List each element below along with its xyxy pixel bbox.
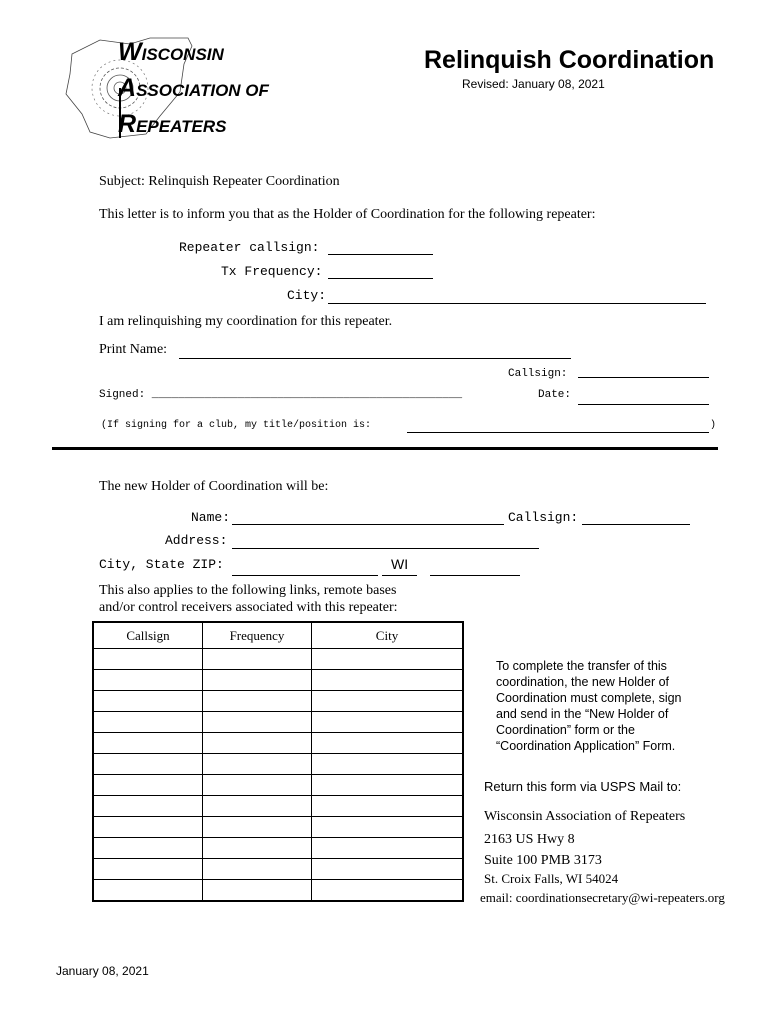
callsign-cell[interactable] (93, 754, 203, 775)
table-row (93, 838, 463, 859)
city-cell[interactable] (312, 670, 464, 691)
table-row (93, 796, 463, 817)
callsign-cell[interactable] (93, 691, 203, 712)
tx-frequency-field[interactable] (328, 278, 433, 279)
new-holder-callsign-label: Callsign: (508, 510, 579, 525)
address-suite: Suite 100 PMB 3173 (484, 853, 602, 868)
table-row (93, 670, 463, 691)
callsign-cell[interactable] (93, 649, 203, 670)
frequency-cell[interactable] (203, 754, 312, 775)
address-org: Wisconsin Association of Repeaters (484, 809, 686, 824)
frequency-cell[interactable] (203, 859, 312, 880)
logo-initial: R (118, 110, 137, 138)
city-field[interactable] (328, 303, 706, 304)
city-cell[interactable] (312, 859, 464, 880)
table-row (93, 817, 463, 838)
new-holder-state-field[interactable] (382, 575, 417, 576)
contact-email[interactable]: email: coordinationsecretary@wi-repeaters.org (480, 890, 725, 905)
instruction-line: Coordination must complete, sign (496, 691, 682, 705)
new-holder-city-state-zip-label: City, State ZIP: (99, 557, 224, 572)
city-cell[interactable] (312, 754, 464, 775)
address-city: St. Croix Falls, WI 54024 (484, 871, 619, 886)
frequency-cell[interactable] (203, 649, 312, 670)
club-title-close: ) (710, 420, 717, 431)
callsign-cell[interactable] (93, 733, 203, 754)
table-row (93, 775, 463, 796)
callsign-cell[interactable] (93, 817, 203, 838)
table-header-row (93, 622, 463, 649)
new-holder-state-value: WI (391, 556, 409, 572)
callsign-field[interactable] (578, 377, 709, 378)
address-street: 2163 US Hwy 8 (484, 832, 575, 847)
section-divider (52, 447, 718, 450)
table-row (93, 754, 463, 775)
instruction-line: and send in the “New Holder of (496, 707, 669, 721)
frequency-cell[interactable] (203, 712, 312, 733)
print-name-field[interactable] (179, 358, 571, 359)
new-holder-address-label: Address: (165, 533, 228, 548)
table-row (93, 712, 463, 733)
frequency-cell[interactable] (203, 796, 312, 817)
column-header-city: City (312, 622, 464, 649)
intro-text: This letter is to inform you that as the Holder of Coordination for the following repeater: (99, 207, 596, 222)
new-holder-name-field[interactable] (232, 524, 504, 525)
links-intro-line1: This also applies to the following links, remote bases (99, 583, 397, 598)
frequency-cell[interactable] (203, 733, 312, 754)
table-row (93, 649, 463, 670)
logo-word: SSOCIATION OF (136, 81, 269, 100)
city-cell[interactable] (312, 775, 464, 796)
column-header-frequency: Frequency (203, 622, 312, 649)
table-row (93, 733, 463, 754)
links-table (92, 621, 464, 902)
transfer-instructions (496, 658, 682, 754)
date-label: Date: (538, 389, 572, 401)
repeater-callsign-label: Repeater callsign: (179, 240, 320, 255)
subject-line: Subject: Relinquish Repeater Coordination (99, 174, 340, 189)
page-title: Relinquish Coordination (424, 46, 715, 74)
callsign-cell[interactable] (93, 670, 203, 691)
new-holder-name-label: Name: (191, 510, 231, 525)
callsign-cell[interactable] (93, 775, 203, 796)
table-row (93, 691, 463, 712)
club-title-field[interactable] (407, 432, 709, 433)
callsign-cell[interactable] (93, 880, 203, 902)
frequency-cell[interactable] (203, 817, 312, 838)
table-row (93, 880, 463, 902)
frequency-cell[interactable] (203, 670, 312, 691)
city-cell[interactable] (312, 649, 464, 670)
instruction-line: coordination, the new Holder of (496, 675, 670, 689)
column-header-callsign: Callsign (93, 622, 203, 649)
instruction-line: To complete the transfer of this (496, 659, 667, 673)
city-cell[interactable] (312, 838, 464, 859)
callsign-cell[interactable] (93, 838, 203, 859)
date-field[interactable] (578, 404, 709, 405)
logo-initial: A (118, 74, 137, 102)
instruction-line: “Coordination Application” Form. (496, 739, 676, 753)
frequency-cell[interactable] (203, 775, 312, 796)
city-cell[interactable] (312, 733, 464, 754)
tx-frequency-label: Tx Frequency: (221, 264, 323, 279)
frequency-cell[interactable] (203, 838, 312, 859)
city-cell[interactable] (312, 712, 464, 733)
logo-initial: W (118, 38, 142, 66)
revised-date: Revised: January 08, 2021 (462, 77, 605, 91)
frequency-cell[interactable] (203, 880, 312, 902)
new-holder-city-field[interactable] (232, 575, 378, 576)
instruction-line: Coordination” form or the (496, 723, 635, 737)
city-cell[interactable] (312, 796, 464, 817)
logo-word: EPEATERS (136, 117, 227, 136)
city-cell[interactable] (312, 880, 464, 902)
callsign-label: Callsign: (508, 368, 568, 380)
city-cell[interactable] (312, 691, 464, 712)
new-holder-heading: The new Holder of Coordination will be: (99, 479, 329, 494)
city-cell[interactable] (312, 817, 464, 838)
frequency-cell[interactable] (203, 691, 312, 712)
return-label: Return this form via USPS Mail to: (484, 779, 682, 794)
new-holder-zip-field[interactable] (430, 575, 520, 576)
links-intro-line2: and/or control receivers associated with this repeater: (99, 600, 398, 615)
new-holder-callsign-field[interactable] (582, 524, 690, 525)
table-row (93, 859, 463, 880)
links-table-body (93, 649, 463, 902)
footer-date: January 08, 2021 (56, 964, 149, 978)
city-label: City: (287, 288, 327, 303)
signed-label: Signed: _______________________________________________ (99, 389, 463, 401)
relinquish-statement: I am relinquishing my coordination for this repeater. (99, 314, 393, 329)
callsign-cell[interactable] (93, 796, 203, 817)
callsign-cell[interactable] (93, 712, 203, 733)
logo (60, 34, 300, 144)
repeater-callsign-field[interactable] (328, 254, 433, 255)
print-name-label: Print Name: (99, 342, 168, 357)
logo-word: ISCONSIN (141, 45, 224, 64)
callsign-cell[interactable] (93, 859, 203, 880)
club-title-label: (If signing for a club, my title/position is: (101, 420, 372, 431)
new-holder-address-field[interactable] (232, 548, 539, 549)
